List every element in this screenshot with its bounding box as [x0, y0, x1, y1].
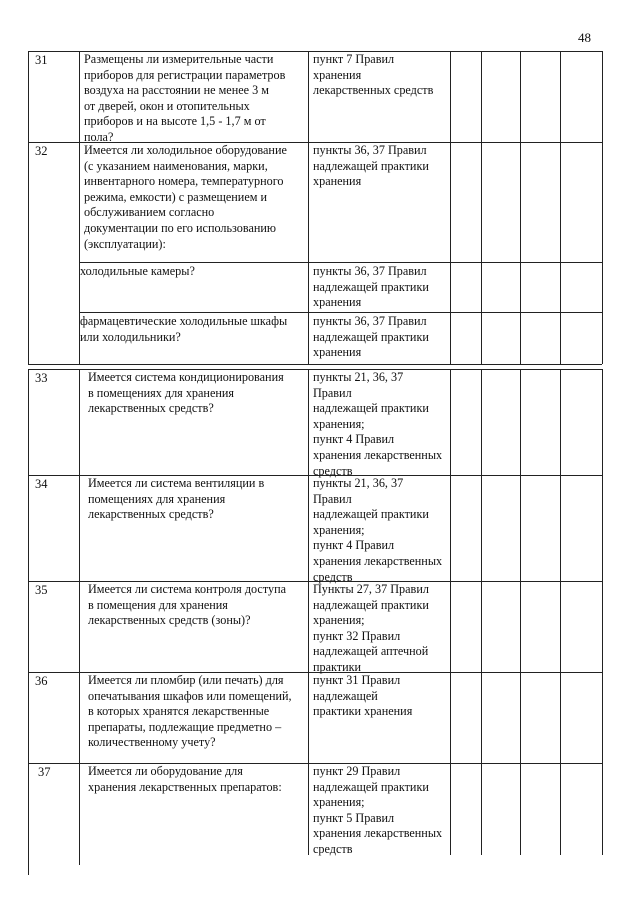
column-divider — [79, 369, 80, 475]
item-number — [35, 53, 71, 69]
check-column-divider — [481, 581, 482, 672]
check-column-divider — [481, 763, 482, 855]
question-text-line: пола? — [84, 129, 114, 144]
question-text-line: Размещены ли измерительные части — [84, 52, 274, 66]
check-column-divider — [520, 369, 521, 475]
question-text-line: Имеется система кондиционирования — [88, 370, 284, 384]
page-number: 48 — [578, 30, 591, 45]
check-column-divider — [481, 369, 482, 475]
reference-text-line: надлежащей практики — [313, 507, 429, 522]
check-column-divider — [520, 763, 521, 855]
column-divider — [79, 51, 80, 142]
subreference-text-line: надлежащей практики — [313, 279, 429, 294]
reference-text-line: хранения — [313, 67, 362, 82]
table-border-right — [602, 763, 603, 855]
reference-text-line: пункт 4 Правил — [313, 432, 395, 447]
reference-text-line: хранения — [313, 174, 362, 189]
check-column-divider — [520, 581, 521, 672]
column-divider — [308, 142, 309, 364]
item-number-line: 31 — [35, 53, 48, 67]
question-text-line: Имеется ли холодильное оборудование — [84, 143, 287, 157]
question-text — [84, 52, 306, 146]
table-border-right — [602, 672, 603, 763]
reference-text-line: надлежащей практики — [313, 597, 429, 612]
question-text-line: хранения лекарственных препаратов: — [88, 779, 282, 794]
check-column-divider — [520, 672, 521, 763]
table-border-left — [28, 855, 29, 875]
subquestion-text — [80, 264, 306, 280]
subquestion-text-line: фармацевтические холодильные шкафы — [80, 314, 288, 328]
table-border-right — [602, 142, 603, 364]
question-text-line: в которых хранятся лекарственные — [88, 704, 270, 719]
reference-text-line: хранения лекарственных — [313, 826, 443, 841]
question-text-line: инвентарного номера, температурного — [84, 174, 284, 189]
column-divider — [79, 581, 80, 672]
table-border-right — [602, 51, 603, 142]
table-border-left — [28, 51, 29, 142]
reference-text-line: надлежащей аптечной — [313, 644, 429, 659]
item-number — [38, 765, 74, 781]
question-text-line: лекарственных средств? — [88, 507, 214, 522]
reference-text-line: пункты 21, 36, 37 — [313, 370, 404, 384]
row-separator — [28, 364, 602, 365]
check-column-divider — [520, 142, 521, 364]
question-text-line: количественному учету? — [88, 735, 216, 750]
table-border-left — [28, 142, 29, 364]
question-text-line: Имеется ли пломбир (или печать) для — [88, 673, 284, 687]
check-column-divider — [560, 581, 561, 672]
reference-text-line: средств — [313, 463, 353, 478]
column-divider — [79, 763, 80, 855]
reference-text-line: хранения; — [313, 795, 365, 810]
table-border-right — [602, 475, 603, 581]
item-number-line: 37 — [38, 765, 51, 779]
reference-text — [313, 476, 454, 585]
subreference-text — [313, 314, 454, 361]
question-text-line: (с указанием наименования, марки, — [84, 158, 268, 173]
question-text — [88, 476, 306, 523]
item-number — [35, 371, 71, 387]
item-number-line: 33 — [35, 371, 48, 385]
subreference-text-line: хранения — [313, 295, 362, 310]
reference-text-line: Правил — [313, 385, 352, 400]
column-divider — [79, 855, 80, 865]
item-number-line: 32 — [35, 144, 48, 158]
table-border-left — [28, 369, 29, 475]
question-text — [88, 673, 306, 751]
question-text-line: препараты, подлежащие предметно – — [88, 719, 282, 734]
reference-text-line: пункт 29 Правил — [313, 764, 401, 778]
question-text-line: приборов и на высоте 1,5 - 1,7 м от — [84, 114, 266, 129]
reference-text-line: надлежащей практики — [313, 779, 429, 794]
reference-text — [313, 673, 454, 720]
item-number — [35, 144, 71, 160]
reference-text-line: пункт 5 Правил — [313, 810, 395, 825]
item-number-line: 34 — [35, 477, 48, 491]
column-divider — [308, 672, 309, 763]
check-column-divider — [520, 51, 521, 142]
reference-text-line: хранения; — [313, 416, 365, 431]
question-text-line: от дверей, окон и отопительных — [84, 98, 250, 113]
reference-text-line: практики — [313, 659, 362, 674]
question-text — [88, 764, 306, 795]
check-column-divider — [520, 475, 521, 581]
subquestion-text-line: холодильные камеры? — [80, 264, 195, 278]
column-divider — [308, 51, 309, 142]
subquestion-text — [80, 314, 306, 345]
subrow-separator — [79, 262, 602, 263]
column-divider — [308, 763, 309, 855]
reference-text-line: хранения лекарственных — [313, 447, 443, 462]
reference-text-line: надлежащей практики — [313, 158, 429, 173]
reference-text-line: надлежащей — [313, 688, 378, 703]
reference-text — [313, 764, 454, 858]
check-column-divider — [560, 763, 561, 855]
reference-text-line: хранения лекарственных — [313, 553, 443, 568]
column-divider — [308, 581, 309, 672]
column-divider — [308, 475, 309, 581]
item-number — [35, 583, 71, 599]
subreference-text-line: хранения — [313, 345, 362, 360]
question-text — [84, 143, 306, 252]
item-number — [35, 674, 71, 690]
reference-text-line: средств — [313, 841, 353, 856]
reference-text-line: средств — [313, 569, 353, 584]
reference-text — [313, 52, 454, 99]
item-number — [35, 477, 71, 493]
check-column-divider — [481, 142, 482, 364]
check-column-divider — [560, 672, 561, 763]
column-divider — [79, 475, 80, 581]
table-border-left — [28, 581, 29, 672]
reference-text-line: хранения; — [313, 613, 365, 628]
table-border-right — [602, 581, 603, 672]
reference-text-line: пункт 32 Правил — [313, 628, 401, 643]
reference-text-line: лекарственных средств — [313, 83, 434, 98]
subreference-text — [313, 264, 454, 311]
question-text-line: (эксплуатации): — [84, 236, 166, 251]
reference-text — [313, 582, 454, 676]
check-column-divider — [560, 142, 561, 364]
column-divider — [79, 672, 80, 763]
question-text — [88, 370, 306, 417]
reference-text — [313, 370, 454, 479]
question-text-line: документации по его использованию — [84, 220, 277, 235]
question-text-line: воздуха на расстоянии не менее 3 м — [84, 83, 269, 98]
table-border-right — [602, 369, 603, 475]
question-text-line: опечатывания шкафов или помещений, — [88, 688, 292, 703]
question-text-line: в помещения для хранения — [88, 597, 228, 612]
question-text-line: в помещениях для хранения — [88, 385, 235, 400]
reference-text-line: пункты 36, 37 Правил — [313, 143, 427, 157]
check-column-divider — [560, 475, 561, 581]
subreference-text-line: пункты 36, 37 Правил — [313, 264, 427, 278]
question-text-line: лекарственных средств (зоны)? — [88, 613, 251, 628]
question-text-line: приборов для регистрации параметров — [84, 67, 286, 82]
check-column-divider — [481, 475, 482, 581]
question-text-line: Имеется ли оборудование для — [88, 764, 243, 778]
reference-text-line: пункты 21, 36, 37 — [313, 476, 404, 490]
reference-text-line: надлежащей практики — [313, 401, 429, 416]
reference-text-line: пункт 7 Правил — [313, 52, 395, 66]
question-text-line: Имеется ли система контроля доступа — [88, 582, 287, 596]
reference-text-line: Правил — [313, 491, 352, 506]
check-column-divider — [560, 51, 561, 142]
reference-text-line: хранения; — [313, 522, 365, 537]
table-border-left — [28, 763, 29, 855]
column-divider — [308, 369, 309, 475]
subquestion-text-line: или холодильники? — [80, 329, 181, 344]
subreference-text-line: надлежащей практики — [313, 329, 429, 344]
question-text-line: помещениях для хранения — [88, 491, 226, 506]
question-text-line: режима, емкости) с размещением и — [84, 189, 268, 204]
check-column-divider — [481, 672, 482, 763]
check-column-divider — [481, 51, 482, 142]
item-number-line: 36 — [35, 674, 48, 688]
reference-text-line: пункт 31 Правил — [313, 673, 401, 687]
reference-text — [313, 143, 454, 190]
question-text-line: лекарственных средств? — [88, 401, 214, 416]
check-column-divider — [560, 369, 561, 475]
question-text — [88, 582, 306, 629]
reference-text-line: пункт 4 Правил — [313, 538, 395, 553]
reference-text-line: практики хранения — [313, 704, 413, 719]
question-text-line: Имеется ли система вентиляции в — [88, 476, 265, 490]
table-border-left — [28, 672, 29, 763]
item-number-line: 35 — [35, 583, 48, 597]
question-text-line: обслуживанием согласно — [84, 205, 215, 220]
subreference-text-line: пункты 36, 37 Правил — [313, 314, 427, 328]
subrow-separator — [79, 312, 602, 313]
reference-text-line: Пункты 27, 37 Правил — [313, 582, 429, 596]
table-border-left — [28, 475, 29, 581]
